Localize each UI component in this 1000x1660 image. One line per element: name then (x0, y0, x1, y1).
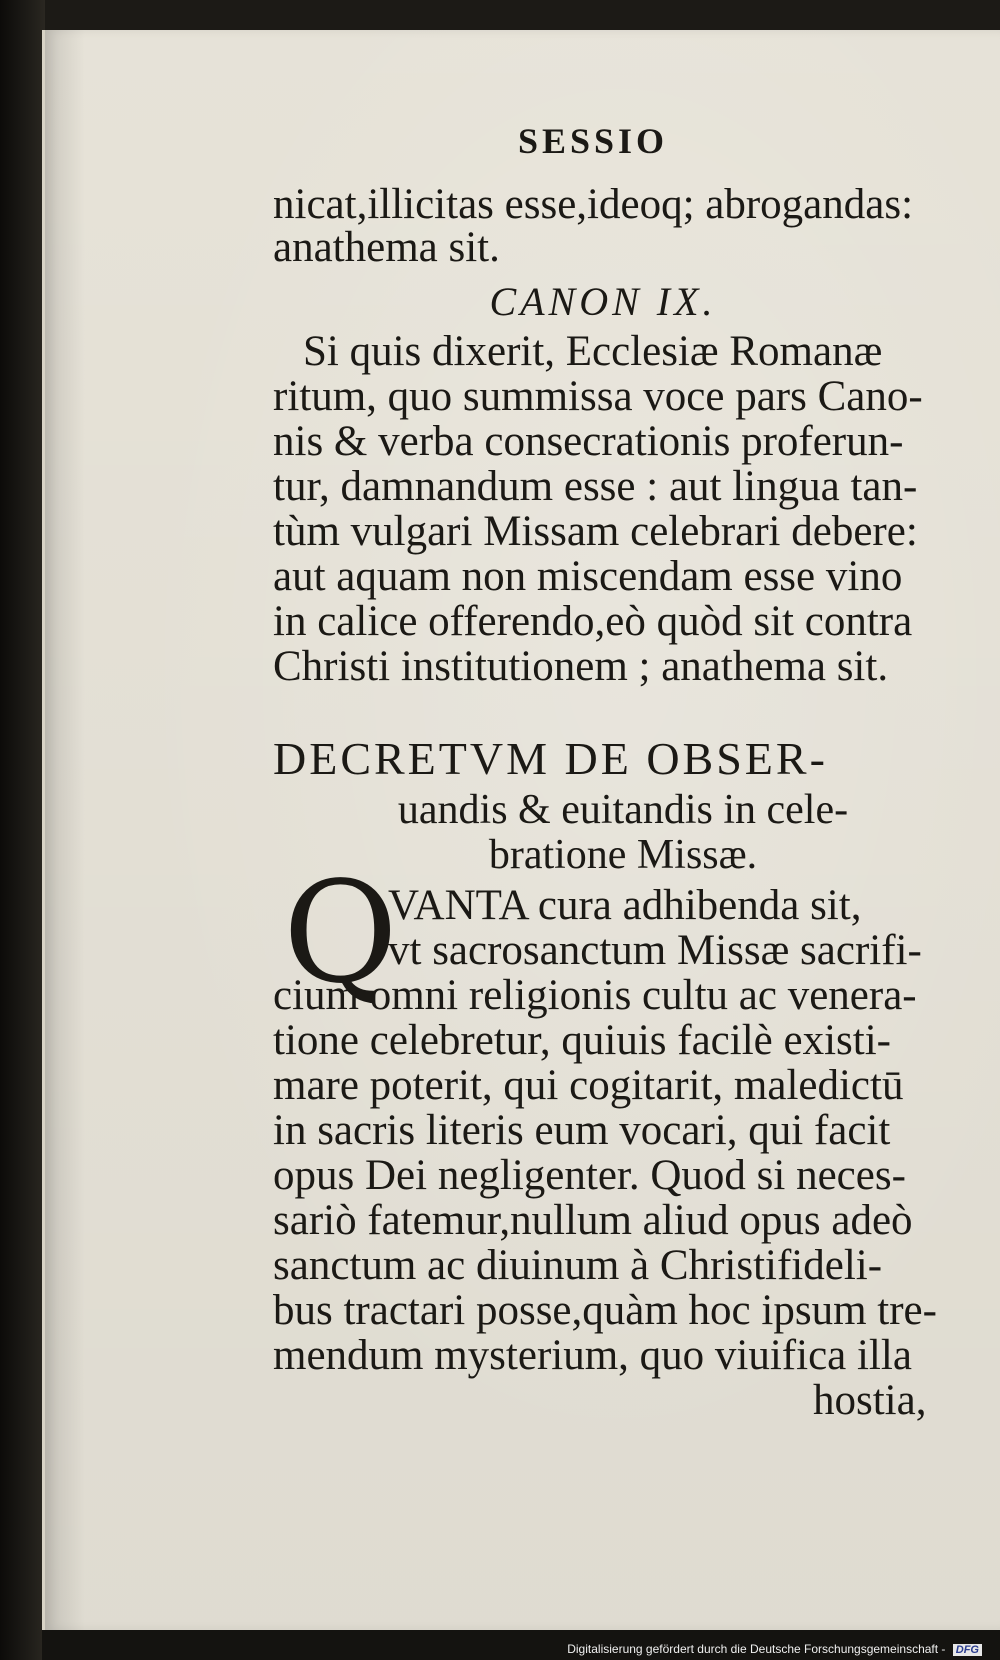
text-line: Si quis dixerit, Ecclesiæ Romanæ (303, 328, 883, 375)
book-page (42, 30, 1000, 1630)
text-line: cium omni religionis cultu ac venera- (273, 972, 917, 1019)
text-line: VANTA cura adhibenda sit, (388, 882, 862, 929)
drop-capital: Q (283, 852, 398, 1015)
text-line: vt sacrosanctum Missæ sacrifi- (388, 927, 922, 974)
text-line: aut aquam non miscendam esse vino (273, 553, 903, 600)
text-line: mendum mysterium, quo viuifica illa (273, 1332, 912, 1379)
catchword: hostia, (813, 1377, 927, 1424)
text-line: tione celebretur, quiuis facilè existi- (273, 1017, 891, 1064)
digitization-footer (567, 1642, 982, 1656)
text-line: sanctum ac diuinum à Christifideli- (273, 1242, 883, 1289)
text-line: nicat,illicitas esse,ideoq; abrogandas: (273, 181, 914, 228)
running-header: SESSIO (517, 121, 669, 161)
canon-heading: CANON IX. (489, 279, 717, 324)
text-line: opus Dei negligenter. Quod si neces- (273, 1152, 906, 1199)
text-line: bus tractari posse,quàm hoc ipsum tre- (273, 1287, 937, 1334)
decretum-title: DECRETVM DE OBSER- (273, 733, 828, 784)
text-line: in sacris literis eum vocari, qui facit (273, 1107, 891, 1154)
text-line: in calice offerendo,eò quòd sit contra (273, 598, 913, 645)
text-line: ritum, quo summissa voce pars Cano- (273, 373, 923, 420)
text-line: sariò fatemur,nullum aliud opus adeò (273, 1197, 913, 1244)
book-binding (0, 0, 45, 1660)
decretum-subtitle: uandis & euitandis in cele- (397, 787, 849, 833)
text-line: tùm vulgari Missam celebrari debere: (273, 508, 918, 555)
text-line: nis & verba consecrationis proferun- (273, 418, 904, 465)
gutter-shadow (45, 30, 85, 1630)
decretum-subtitle: bratione Missæ. (488, 832, 758, 878)
text-line: tur, damnandum esse : aut lingua tan- (273, 463, 918, 510)
text-line: anathema sit. (273, 224, 500, 271)
footer-text: Digitalisierung gefördert durch die Deutsche Forschungsgemeinschaft - (567, 1642, 946, 1656)
dfg-logo: DFG (953, 1644, 982, 1656)
text-line: mare poterit, qui cogitarit, maledictū (273, 1062, 904, 1109)
text-line: Christi institutionem ; anathema sit. (273, 643, 889, 690)
